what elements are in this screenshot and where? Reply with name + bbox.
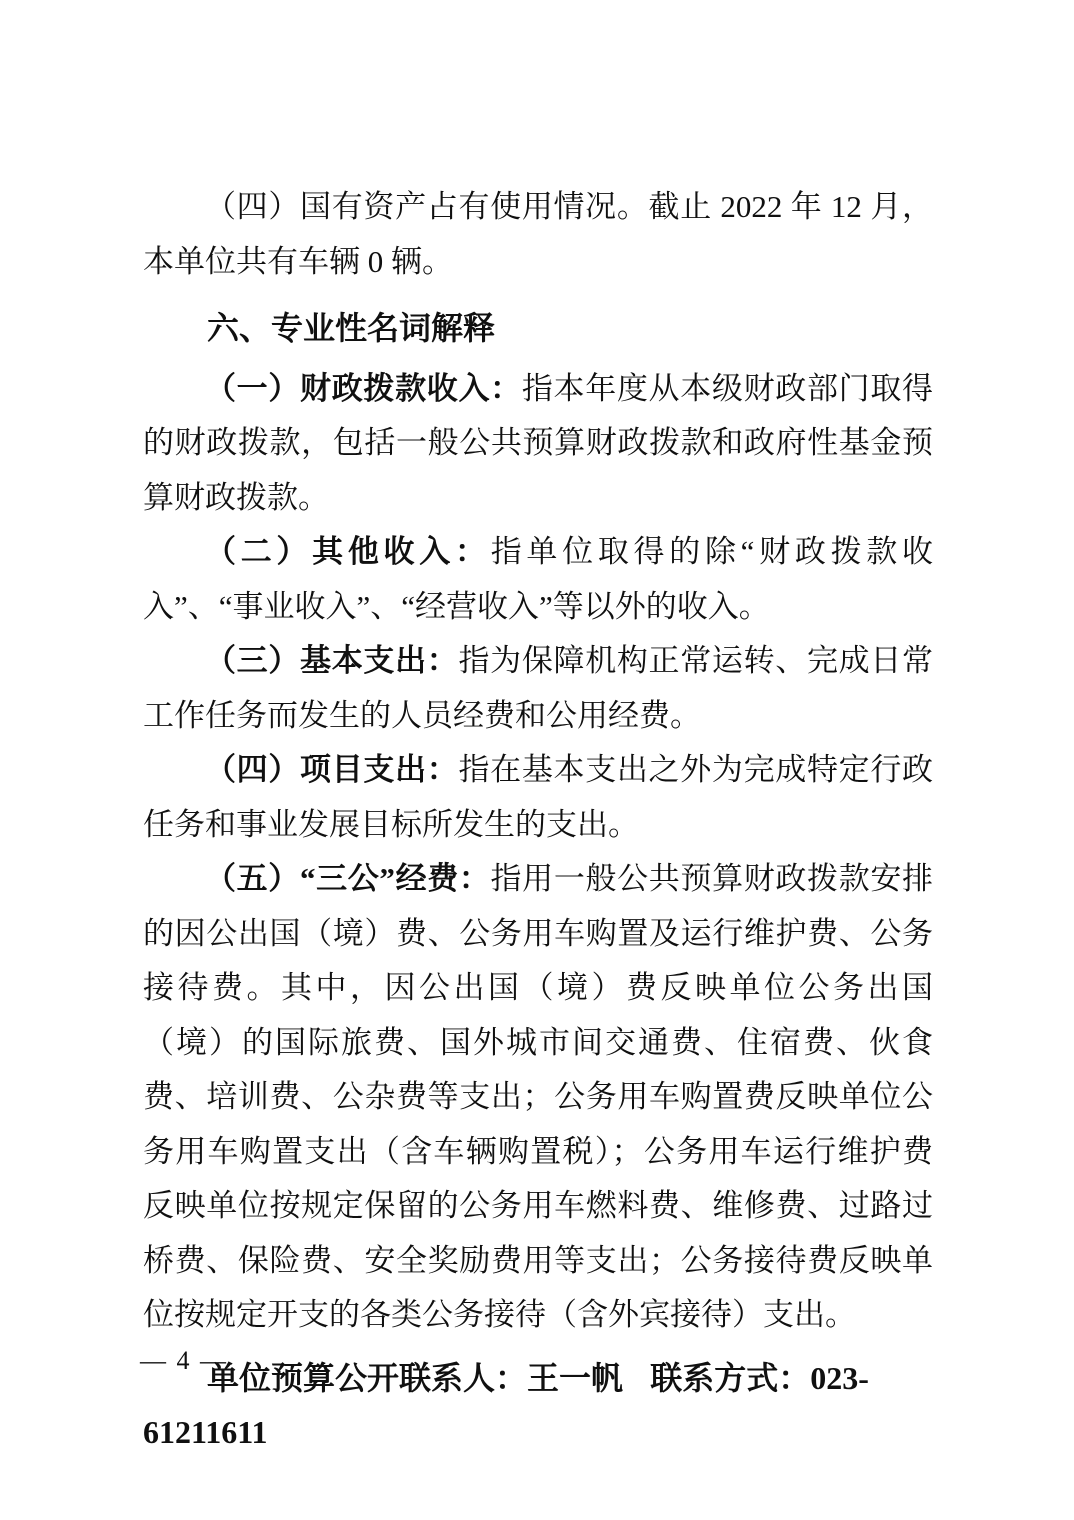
- term-definition: 指在基本支出之外为完成特定行政任务和事业发展目标所发生的支出。: [143, 752, 934, 842]
- term-label: （四）项目支出：: [205, 752, 459, 787]
- term-label: （三）基本支出：: [205, 643, 459, 678]
- contact-line: [143, 1351, 933, 1460]
- page-number: — 4 —: [140, 1346, 228, 1375]
- contact-label: 单位预算公开联系人：: [207, 1359, 528, 1396]
- contact-method-label: 联系方式：: [650, 1359, 811, 1396]
- contact-name: 王一帆: [527, 1359, 624, 1396]
- term-paragraph-three-public-funds: [143, 852, 933, 1343]
- term-definition: 指用一般公共预算财政拨款安排的因公出国（境）费、公务用车购置及运行维护费、公务接待费。其中，因公出国（境）费反映单位公务出国（境）的国际旅费、国外城市间交通费、住宿费、伙食费、培训费、公杂费等支出；公务用车购置费反映单位公务用车购置支出（含车辆购置税）；公务用车运行维护费反映单位按规定保留的公务用车燃料费、维修费、过路过桥费、保险费、安全奖励费用等支出；公务接待费反映单位按规定开支的各类公务接待（含外宾接待）支出。: [143, 861, 934, 1332]
- section-heading: 六、专业性名词解释: [207, 310, 496, 346]
- term-definition: 指本年度从本级财政部门取得的财政拨款，包括一般公共预算财政拨款和政府性基金预算财政拨款。: [143, 370, 934, 515]
- term-label: （五）“三公”经费：: [205, 861, 491, 896]
- term-paragraph-fiscal-appropriation: [143, 362, 933, 526]
- term-definition: 指单位取得的除“财政拨款收入”、“事业收入”、“经营收入”等以外的收入。: [143, 534, 934, 624]
- term-paragraph-other-income: [143, 525, 933, 634]
- contact-phone: 023-61211611: [143, 1359, 869, 1450]
- term-label: （二）其他收入：: [205, 534, 491, 569]
- paragraph-asset-usage: （四）国有资产占有使用情况。截止 2022 年 12 月，本单位共有车辆 0 辆。: [143, 189, 933, 279]
- term-label: （一）财政拨款收入：: [205, 370, 522, 406]
- term-paragraph-project-expenditure: [143, 743, 933, 852]
- term-definition: 指为保障机构正常运转、完成日常工作任务而发生的人员经费和公用经费。: [143, 643, 934, 733]
- term-paragraph-basic-expenditure: [143, 634, 933, 743]
- document-content: [143, 180, 933, 1460]
